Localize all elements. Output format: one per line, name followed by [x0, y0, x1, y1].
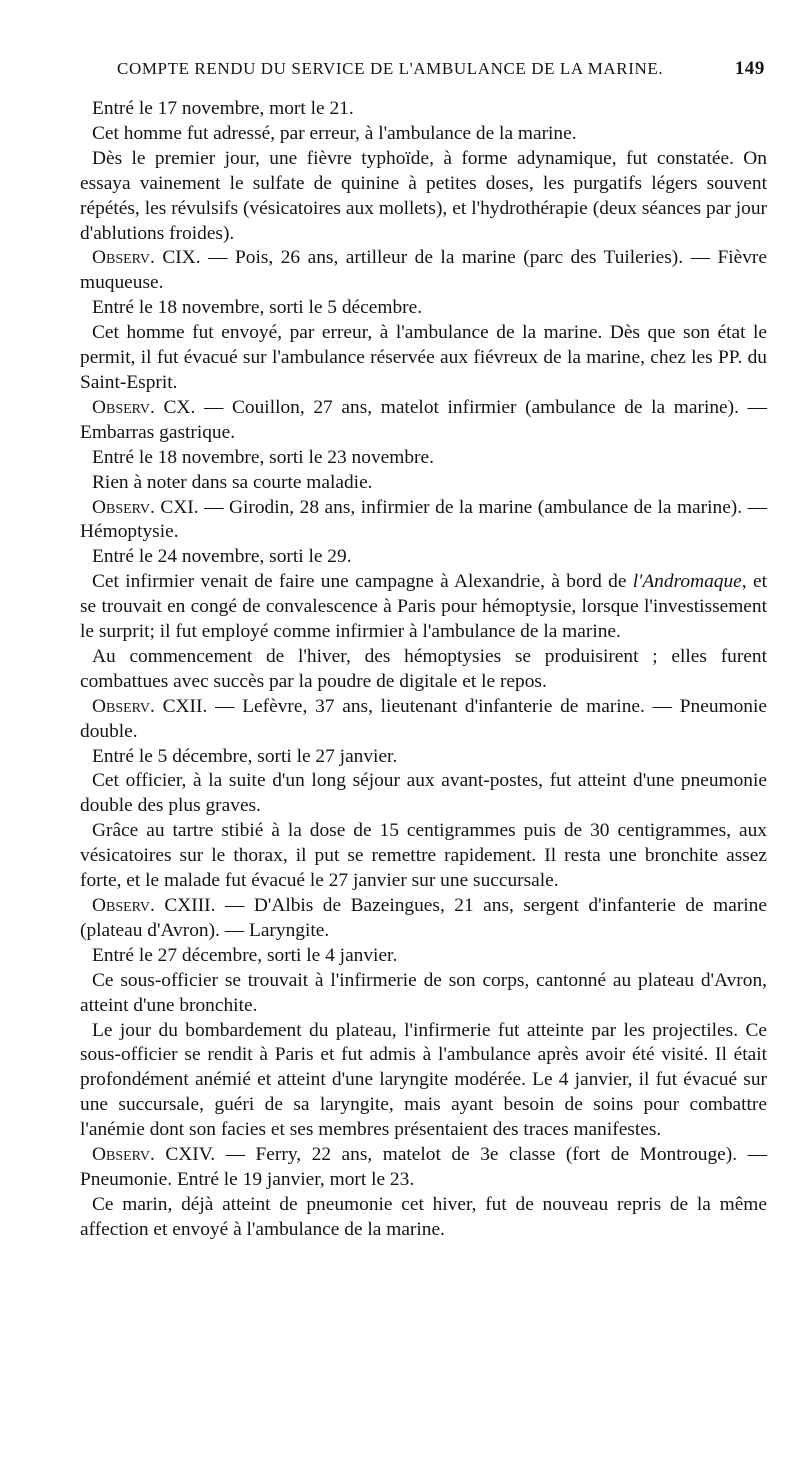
observation-text: — D'Albis de Bazeingues, 21 ans, sergent d'infanterie de marine (plateau d'Avron). — Laryngite.	[80, 895, 767, 941]
observation-label: Observ. CXI.	[92, 496, 199, 518]
paragraph: Rien à noter dans sa courte maladie.	[92, 471, 373, 493]
observation-label: Observ. CXII.	[92, 695, 208, 717]
observation-label: Observ. CXIII.	[92, 895, 216, 916]
observation-heading	[80, 695, 767, 745]
paragraph: Entré le 27 décembre, sorti le 4 janvier.	[92, 944, 398, 966]
paragraph: Entré le 17 novembre, mort le 21.	[92, 98, 354, 119]
paragraph: Le jour du bombardement du plateau, l'infirmerie fut atteinte par les projectiles. Ce sous-officier se rendit à Paris et fut admis à l'ambulance après avoir été visité. Il était profondément anémié et atteint d'une laryngite modérée. Le 4 janvier, il fut évacué sur une succursale, guéri de sa laryngite, mais ayant besoin de soins pour combattre l'anémie dont son facies et ses membres présentaient des traces manifestes.	[80, 1019, 767, 1141]
paragraph: Ce marin, déjà atteint de pneumonie cet hiver, fut de nouveau repris de la même affection et envoyé à l'ambulance de la marine.	[80, 1193, 767, 1240]
paragraph: Entré le 18 novembre, sorti le 5 décembre.	[92, 297, 423, 319]
running-title: COMPTE RENDU DU SERVICE DE L'AMBULANCE DE LA MARINE.	[117, 59, 664, 78]
ship-name: l'Andromaque	[632, 571, 742, 593]
paragraph: Cet homme fut envoyé, par erreur, à l'ambulance de la marine. Dès que son état le permit, il fut évacué sur l'ambulance réservée aux fiévreux de la marine, chez les PP. du Saint-Esprit.	[80, 322, 767, 393]
paragraph	[80, 570, 767, 645]
paragraph-text: Cet infirmier venait de faire une campagne à Alexandrie, à bord de	[92, 571, 633, 593]
observation-text: — Girodin, 28 ans, infirmier de la marine (ambulance de la marine). — Hémoptysie.	[80, 496, 767, 543]
running-header	[117, 58, 765, 80]
paragraph: Au commencement de l'hiver, des hémoptysies se produisirent ; elles furent combattues avec succès par la poudre de digitale et le repos.	[80, 645, 767, 692]
paragraph: Entré le 24 novembre, sorti le 29.	[92, 546, 352, 568]
paragraph: Cet officier, à la suite d'un long séjour aux avant-postes, fut atteint d'une pneumonie double des plus graves.	[80, 770, 767, 817]
paragraph: Cet homme fut adressé, par erreur, à l'ambulance de la marine.	[92, 122, 577, 144]
page-number: 149	[734, 58, 765, 79]
text-body	[80, 97, 767, 1243]
observation-heading	[80, 396, 767, 446]
observation-heading	[80, 1143, 767, 1193]
observation-label: Observ. CIX.	[92, 247, 201, 269]
observation-text: — Pois, 26 ans, artilleur de la marine (parc des Tuileries). — Fièvre muqueuse.	[80, 247, 767, 294]
paragraph: Entré le 18 novembre, sorti le 23 novembre.	[92, 446, 434, 468]
paragraph-text: , et se trouvait en congé de convalescence à Paris pour hémoptysie, lorsque l'investissement le surprit; il fut employé comme infirmier à l'ambulance de la marine.	[80, 571, 767, 643]
observation-text: — Ferry, 22 ans, matelot de 3e classe (fort de Montrouge). — Pneumonie. Entré le 19 janvier, mort le 23.	[80, 1144, 767, 1190]
paragraph: Entré le 5 décembre, sorti le 27 janvier.	[92, 745, 398, 767]
paragraph: Grâce au tartre stibié à la dose de 15 centigrammes puis de 30 centigrammes, aux vésicatoires sur le thorax, il put se remettre rapidement. Il resta une bronchite assez forte, et le malade fut évacué le 27 janvier sur une succursale.	[80, 820, 767, 892]
observation-heading	[80, 496, 767, 546]
paragraph: Ce sous-officier se trouvait à l'infirmerie de son corps, cantonné au plateau d'Avron, atteint d'une bronchite.	[80, 969, 767, 1016]
observation-label: Observ. CXIV.	[92, 1144, 216, 1166]
observation-label: Observ. CX.	[92, 396, 196, 418]
observation-heading	[80, 246, 767, 296]
paragraph: Dès le premier jour, une fièvre typhoïde, à forme adynamique, fut constatée. On essaya vainement le sulfate de quinine à petites doses, les purgatifs légers souvent répétés, les révulsifs (vésicatoires aux mollets), et l'hydrothérapie (deux séances par jour d'ablutions froides).	[80, 147, 767, 244]
observation-text: — Couillon, 27 ans, matelot infirmier (ambulance de la marine). — Embarras gastrique.	[80, 396, 767, 443]
observation-text: — Lefèvre, 37 ans, lieutenant d'infanterie de marine. — Pneumonie double.	[80, 695, 767, 742]
observation-heading	[80, 894, 767, 944]
